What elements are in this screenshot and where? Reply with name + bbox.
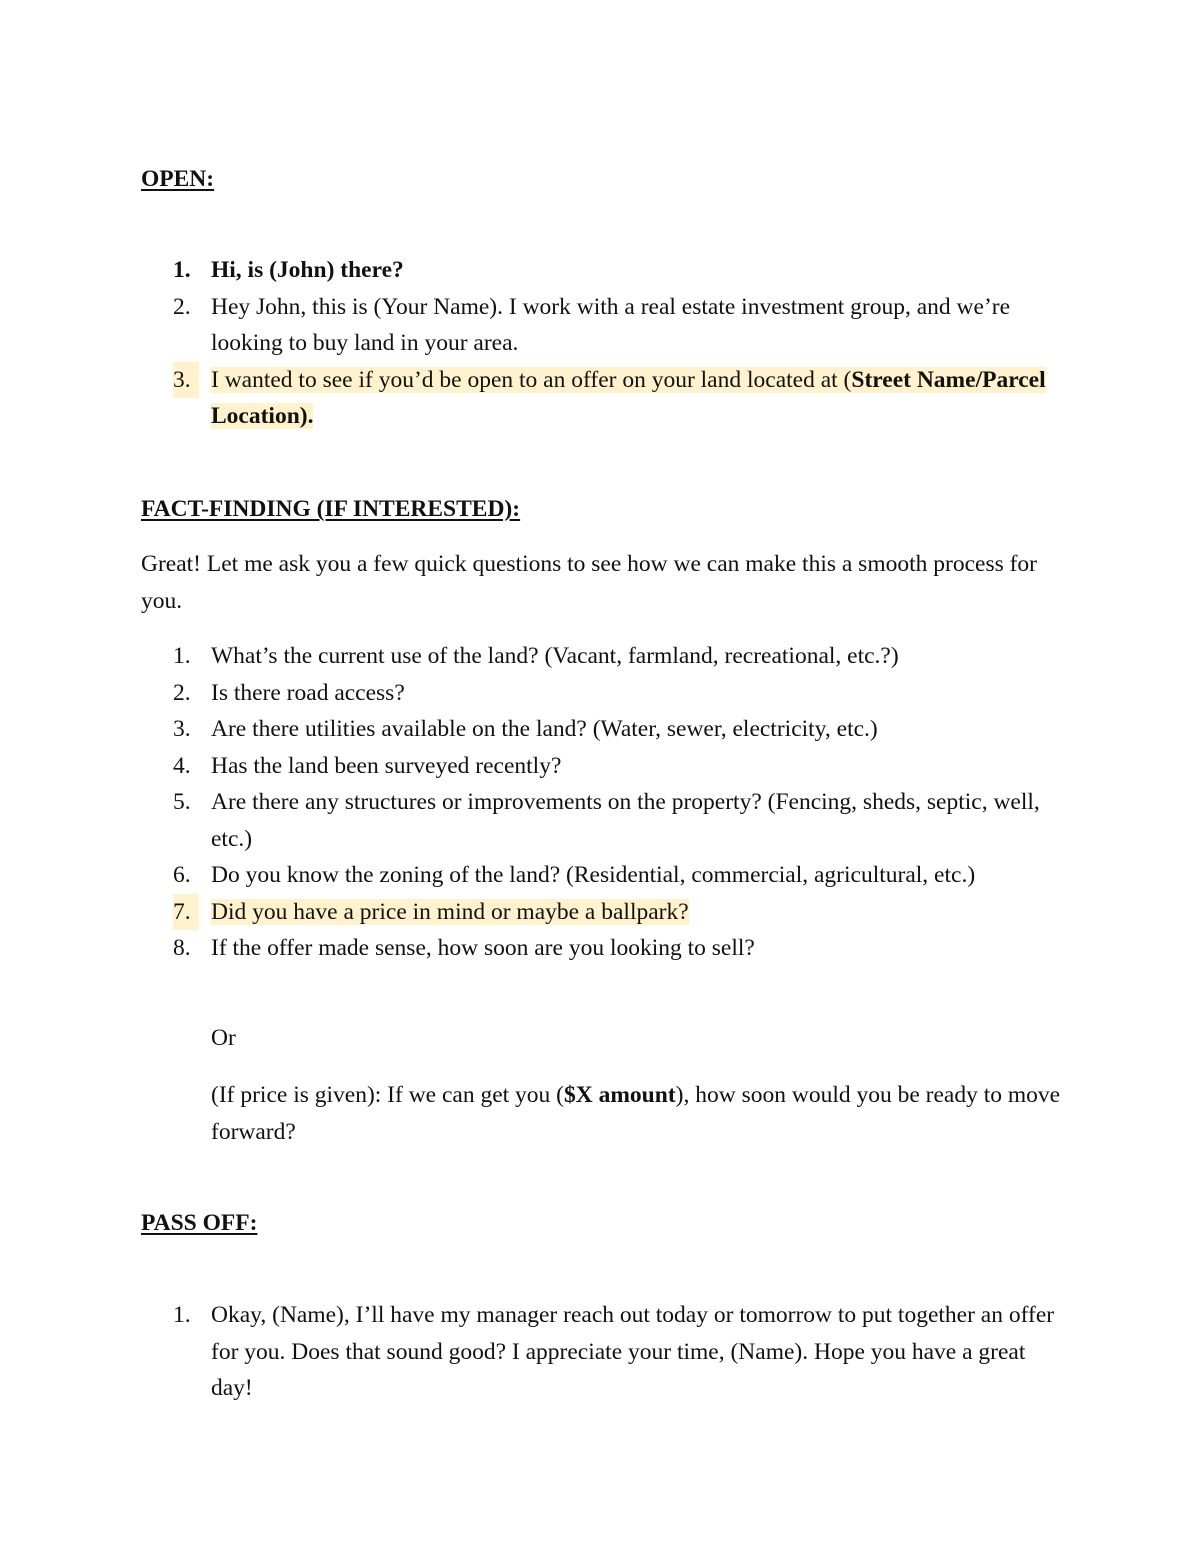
list-item-text: Has the land been surveyed recently? (211, 752, 562, 779)
list-number: 6. (173, 862, 191, 888)
list-item (0, 675, 1061, 712)
list-item-text: Okay, (Name), I’ll have my manager reach out today or tomorrow to put together an offer for you. Does that sound good? I appreciate your time, (Name). Hope you have a great day! (211, 1302, 1055, 1401)
list-item-text: Did you have a price in mind or maybe a ballpark? (211, 898, 689, 925)
bold-text-run: Street Name/Parcel Location (211, 366, 1046, 429)
list-number: 2. (173, 293, 191, 320)
list-item-text: What’s the current use of the land? (Vacant, farmland, recreational, etc.?) (211, 643, 899, 669)
or-text: Or (211, 1025, 236, 1051)
list-number: 1. (173, 1302, 191, 1328)
open-list (0, 252, 1200, 435)
bold-text-run: $X amount (564, 1082, 676, 1108)
text-run: I wanted to see if you’d be open to an offer on your land located at ( (211, 366, 852, 393)
list-item-text: Is there road access? (211, 679, 405, 706)
list-item (0, 748, 1061, 785)
list-item-text: Hi, is (John) there? (211, 257, 404, 283)
list-item (0, 1297, 1061, 1407)
list-item (0, 638, 1061, 675)
fact-finding-list (0, 638, 1200, 967)
list-item-text (211, 367, 1046, 430)
list-number: 1. (173, 257, 191, 283)
pass-off-list (0, 1297, 1200, 1407)
text-run: (If price is given): If we can get you ( (211, 1082, 565, 1108)
list-item (0, 252, 1061, 289)
list-number: 3. (173, 716, 191, 742)
text-run: ), how soon would you be ready to move forward? (211, 1082, 1061, 1145)
pass-off-heading: PASS OFF: (141, 1210, 258, 1236)
price-followup (211, 1077, 1061, 1151)
fact-finding-heading: FACT-FINDING (IF INTERESTED): (141, 496, 521, 522)
list-item (0, 289, 1061, 362)
open-heading: OPEN: (141, 166, 215, 192)
list-item (0, 784, 1061, 857)
list-number: 2. (173, 679, 191, 706)
list-number: 4. (173, 752, 191, 779)
list-item (0, 711, 1061, 748)
list-number: 5. (173, 789, 191, 815)
list-number: 8. (173, 935, 191, 961)
list-number: 1. (173, 643, 191, 669)
list-item-text: If the offer made sense, how soon are you looking to sell? (211, 935, 755, 961)
fact-finding-intro: Great! Let me ask you a few quick questions to see how we can make this a smooth process for you. (141, 551, 1038, 614)
list-item-text: Do you know the zoning of the land? (Residential, commercial, agricultural, etc.) (211, 862, 976, 888)
list-item (0, 857, 1061, 894)
list-item-text: Are there any structures or improvements on the property? (Fencing, sheds, septic, well, etc.) (211, 789, 1040, 852)
list-number: 7. (173, 894, 199, 931)
list-item-highlighted (0, 362, 1061, 435)
text-run: ). (299, 403, 314, 429)
list-item-text: Hey John, this is (Your Name). I work with a real estate investment group, and we’re looking to buy land in your area. (211, 293, 1011, 356)
list-item-text: Are there utilities available on the land? (Water, sewer, electricity, etc.) (211, 716, 878, 742)
list-number: 3. (173, 362, 199, 399)
list-item (0, 930, 1061, 967)
list-item-highlighted (0, 894, 1061, 931)
